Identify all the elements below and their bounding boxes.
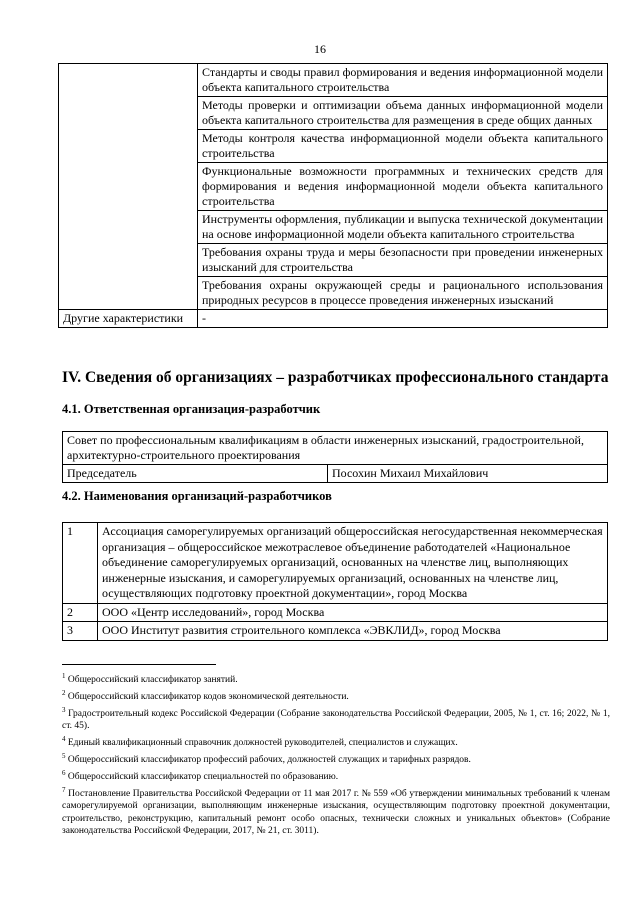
requirement-cell: Функциональные возможности программных и технических средств для формирования и ведения информационной модели объекта капитального строительства [198, 163, 608, 211]
table-row [63, 432, 608, 465]
footnote-number: 3 [62, 705, 66, 714]
footnote-text: Единый квалификационный справочник должностей руководителей, специалистов и служащих. [67, 738, 458, 749]
developer-name: ООО «Центр исследований», город Москва [98, 603, 608, 622]
footnote-number: 5 [62, 752, 66, 761]
requirement-cell: Требования охраны окружающей среды и рационального использования природных ресурсов в процессе проведения инженерных изысканий [198, 277, 608, 310]
row-number: 2 [63, 603, 98, 622]
section-title: IV. Сведения об организациях – разработчиках профессионального стандарта [62, 369, 609, 386]
footnote-text: Градостроительный кодекс Российской Федерации (Собрание законодательства Российской Федерации, 2005, № 1, ст. 16; 2022, № 1, ст. 45). [62, 709, 610, 732]
developer-name: Ассоциация саморегулируемых организаций общероссийская негосударственная некоммерческая организация – общероссийское межотраслевое объединение работодателей «Национальное объединение саморегулируемых организаций, основанных на членстве лиц, выполняющих инженерные изыскания, и саморегулируемых организаций, основанных на членстве лиц, осуществляющих подготовку проектной документации», город Москва [98, 523, 608, 604]
footnotes [62, 670, 610, 838]
other-characteristics-value: - [198, 310, 608, 328]
row-number: 3 [63, 622, 98, 641]
responsible-org-name: Совет по профессиональным квалификациям в области инженерных изысканий, градостроительной, архитектурно-строительного проектирования [63, 432, 608, 465]
empty-cell [59, 64, 198, 310]
footnote-text: Общероссийский классификатор занятий. [67, 675, 238, 686]
developers-table [62, 522, 608, 641]
other-characteristics-label: Другие характеристики [59, 310, 198, 328]
footnote [62, 784, 610, 837]
table-row [63, 523, 608, 604]
row-number: 1 [63, 523, 98, 604]
footnote [62, 704, 610, 733]
requirement-cell: Инструменты оформления, публикации и выпуска технической документации на основе информационной модели объекта капитального строительства [198, 211, 608, 244]
chair-name: Посохин Михаил Михайлович [328, 465, 608, 483]
footnote-text: Постановление Правительства Российской Федерации от 11 мая 2017 г. № 559 «Об утверждении минимальных требований к членам саморегулируемой организации, выполняющим инженерные изыскания, осуществляющим подготовку проектной документации, строительство, реконструкцию, капитальный ремонт особо опасных, технически сложных и уникальных объектов» (Собрание законодательства Российской Федерации, 2017, № 21, ст. 3011). [62, 789, 610, 837]
responsible-org-table [62, 431, 608, 483]
footnote-divider [62, 664, 216, 665]
footnote [62, 733, 610, 749]
requirement-cell: Методы проверки и оптимизации объема данных информационной модели объекта капитального строительства для размещения в среде общих данных [198, 97, 608, 130]
footnote-number: 1 [62, 672, 66, 680]
footnote [62, 670, 610, 686]
table-row [59, 64, 608, 97]
footnote [62, 687, 610, 703]
requirement-cell: Стандарты и своды правил формирования и ведения информационной модели объекта капитального строительства [198, 64, 608, 97]
footnote-number: 2 [62, 688, 66, 697]
developer-name: ООО Институт развития строительного комплекса «ЭВКЛИД», город Москва [98, 622, 608, 641]
subsection-title-responsible: 4.1. Ответственная организация-разработчик [62, 402, 321, 416]
footnote-number: 7 [62, 786, 66, 795]
requirement-cell: Методы контроля качества информационной модели объекта капитального строительства [198, 130, 608, 163]
table-row [63, 622, 608, 641]
subsection-title-developers: 4.2. Наименования организаций-разработчиков [62, 489, 332, 503]
table-row [63, 603, 608, 622]
footnote [62, 767, 610, 783]
footnote-number: 6 [62, 769, 66, 778]
footnote [62, 750, 610, 766]
requirement-cell: Требования охраны труда и меры безопасности при проведении инженерных изысканий для строительства [198, 244, 608, 277]
footnote-number: 4 [62, 735, 66, 744]
footnote-text: Общероссийский классификатор профессий рабочих, должностей служащих и тарифных разрядов. [67, 755, 471, 766]
table-row [59, 310, 608, 328]
requirements-table [58, 63, 608, 328]
table-row [63, 465, 608, 483]
footnote-text: Общероссийский классификатор специальностей по образованию. [67, 772, 339, 783]
page-number: 16 [314, 42, 326, 56]
footnote-text: Общероссийский классификатор кодов экономической деятельности. [67, 692, 349, 703]
chair-role: Председатель [63, 465, 328, 483]
